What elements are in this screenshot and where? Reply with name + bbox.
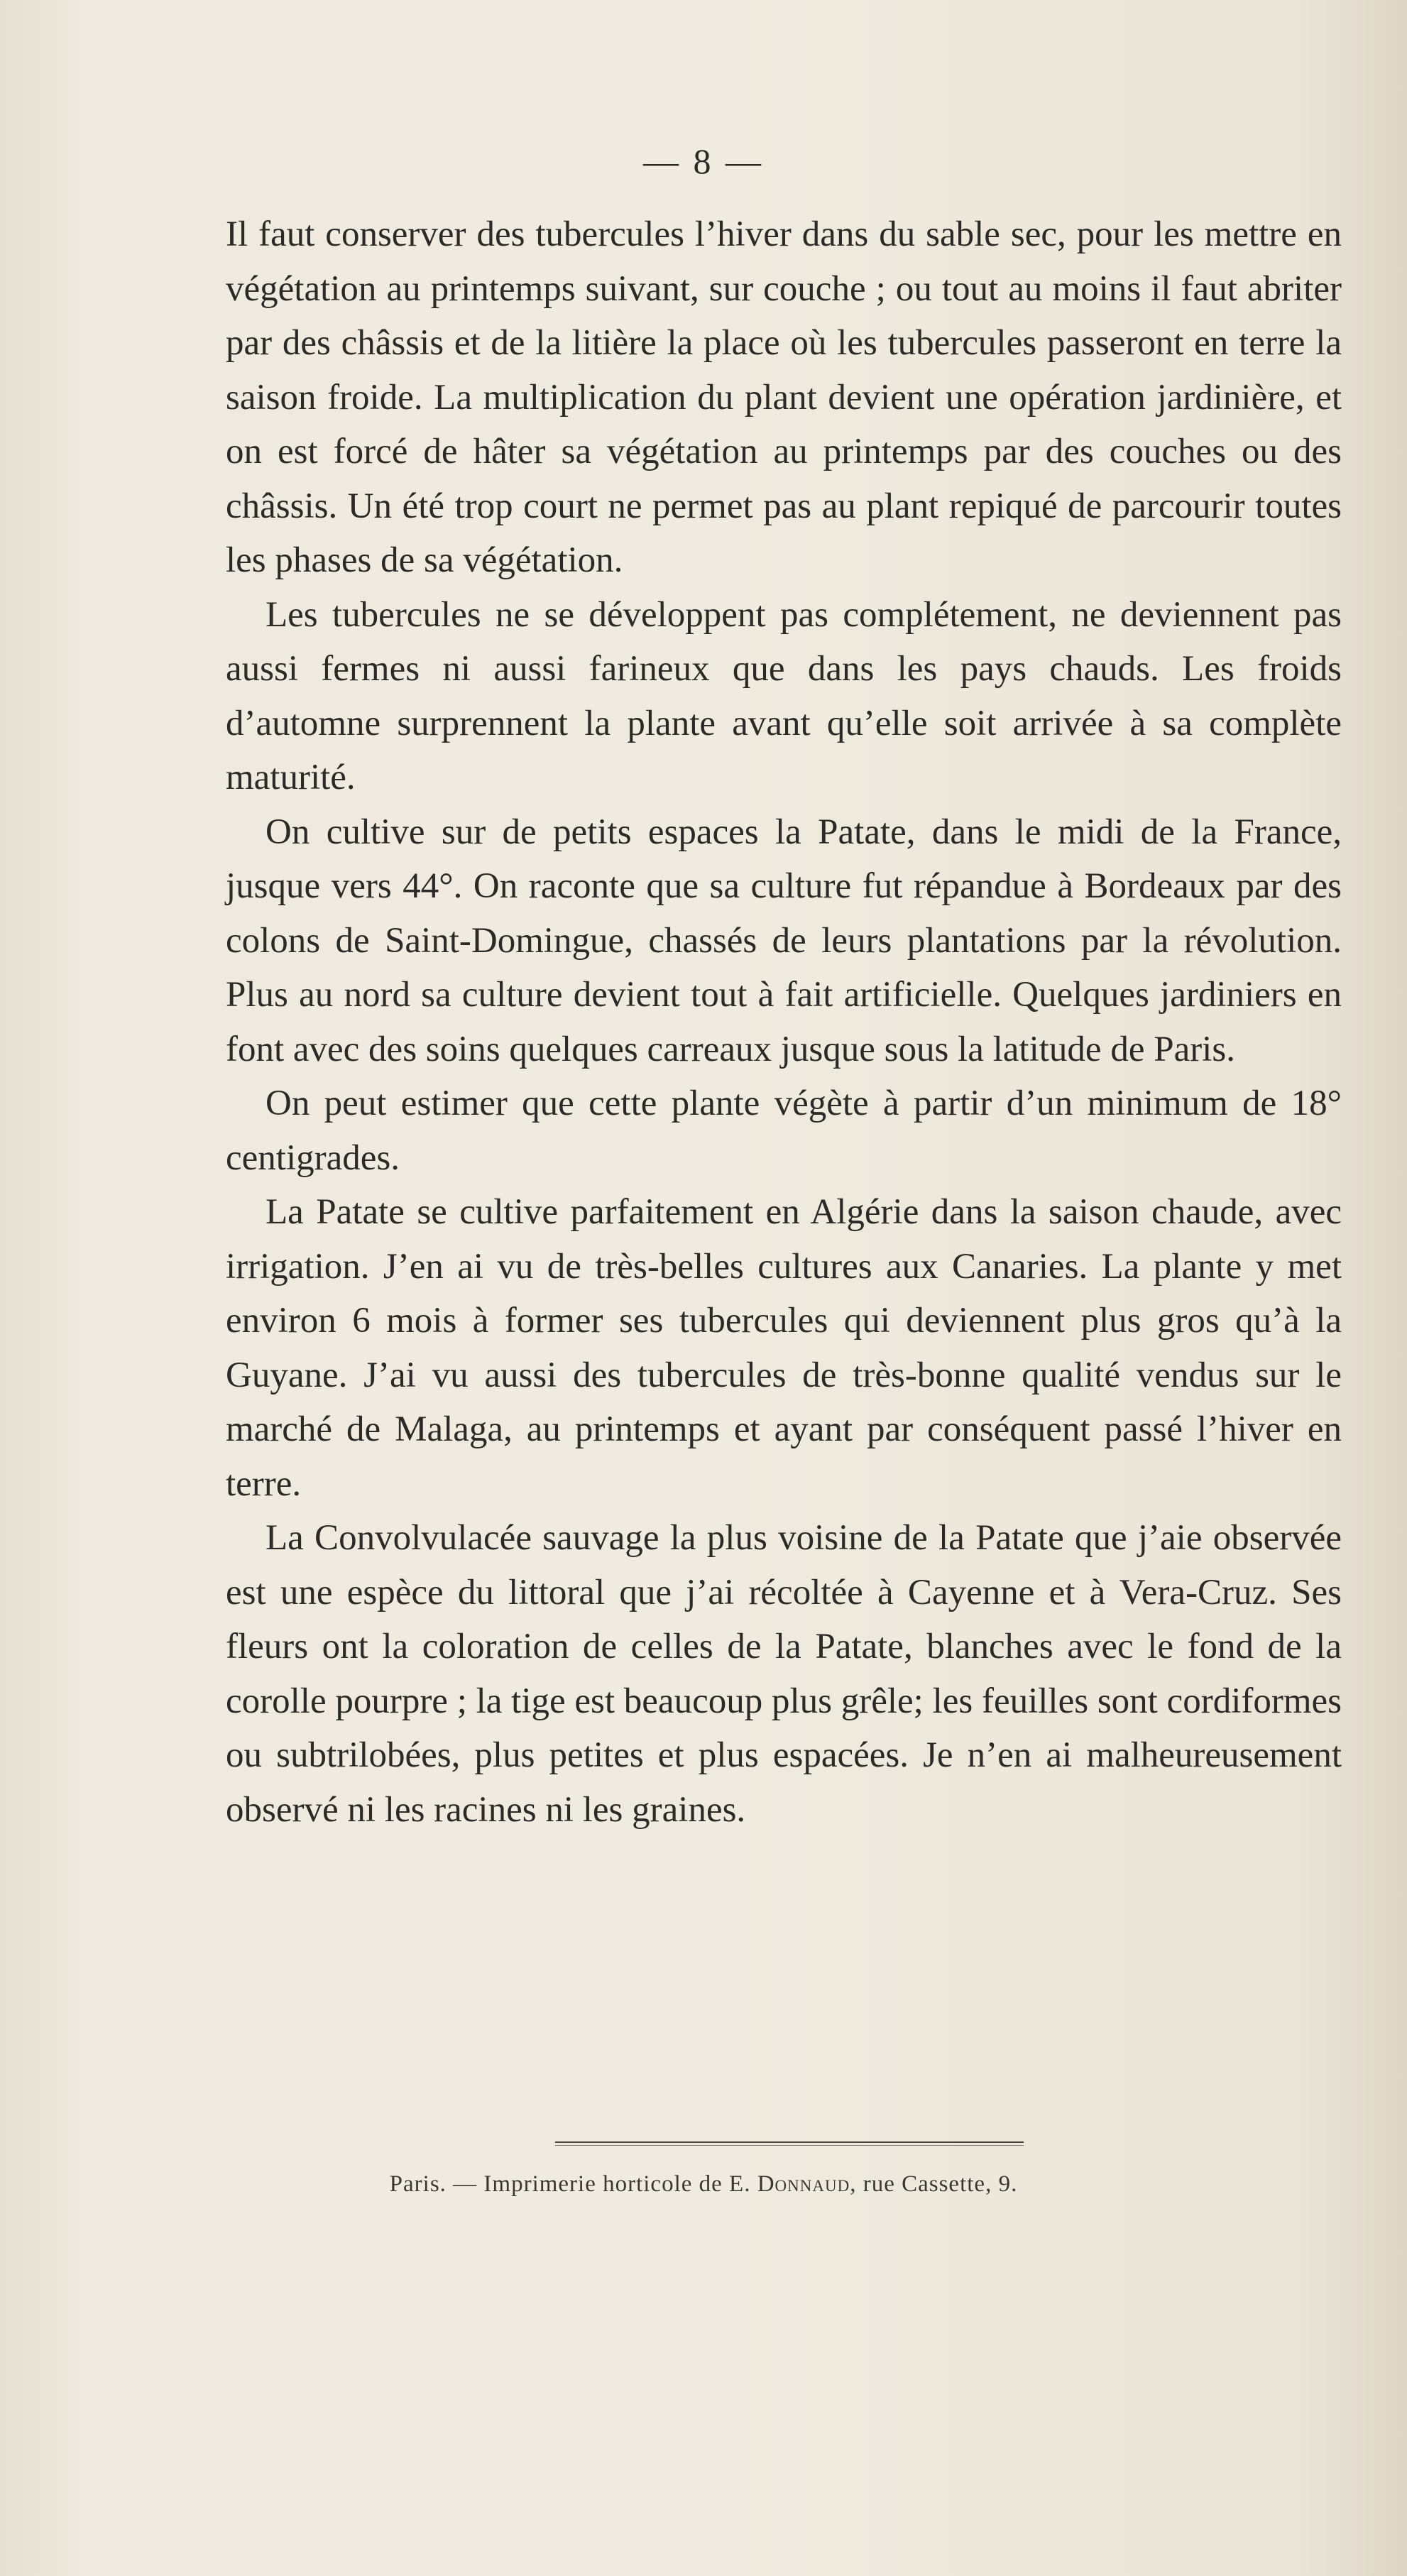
footer-rule <box>555 2141 1024 2143</box>
imprint-printer-name: Donnaud <box>757 2171 850 2197</box>
printer-imprint <box>0 2171 1407 2198</box>
paragraph-1: Il faut conserver des tubercules l’hiver dans du sable sec, pour les mettre en végétation au printemps suivant, sur couche ; ou tout au moins il faut abriter par des châssis et de la litière la place où les tubercules passeront en terre la saison froide. La multiplication du plant devient une opération jardinière, et on est forcé de hâter sa végétation au printemps par des couches ou des châssis. Un été trop court ne permet pas au plant repiqué de parcourir toutes les phases de sa végétation. <box>226 214 1342 580</box>
imprint-prefix: Paris. — Imprimerie horticole de E. <box>389 2171 757 2197</box>
body-text <box>226 207 1342 1837</box>
paragraph-6: La Convolvulacée sauvage la plus voisine de la Patate que j’aie observée est une espèce du littoral que j’ai récoltée à Cayenne et à Vera-Cruz. Ses fleurs ont la coloration de celles de la Patate, blanches avec le fond de la corolle pourpre ; la tige est beaucoup plus grêle; les feuilles sont cordiformes ou subtrilobées, plus petites et plus espacées. Je n’en ai malheureusement observé ni les racines ni les graines. <box>226 1518 1342 1830</box>
paragraph-3: On cultive sur de petits espaces la Patate, dans le midi de la France, jusque vers 44°. On raconte que sa culture fut répandue à Bordeaux par des colons de Saint-Domingue, chassés de leurs plantations par la révolution. Plus au nord sa culture devient tout à fait artificielle. Quelques jardiniers en font avec des soins quelques carreaux jusque sous la latitude de Paris. <box>226 812 1342 1069</box>
page-number: — 8 — <box>643 141 764 181</box>
paragraph-2: Les tubercules ne se développent pas complétement, ne deviennent pas aussi fermes ni aussi farineux que dans les pays chauds. Les froids d’automne surprennent la plante avant qu’elle soit arrivée à sa complète maturité. <box>226 594 1342 797</box>
imprint-suffix: , rue Cassette, 9. <box>850 2171 1018 2197</box>
paragraph-4: On peut estimer que cette plante végète à partir d’un minimum de 18° centigrades. <box>226 1084 1342 1178</box>
paragraph-5: La Patate se cultive parfaitement en Algérie dans la saison chaude, avec irrigation. J’en ai vu de très-belles cultures aux Canaries. La plante y met environ 6 mois à former ses tubercules qui deviennent plus gros qu’à la Guyane. J’ai vu aussi des tubercules de très-bonne qualité vendus sur le marché de Malaga, au printemps et ayant par conséquent passé l’hiver en terre. <box>226 1192 1342 1504</box>
